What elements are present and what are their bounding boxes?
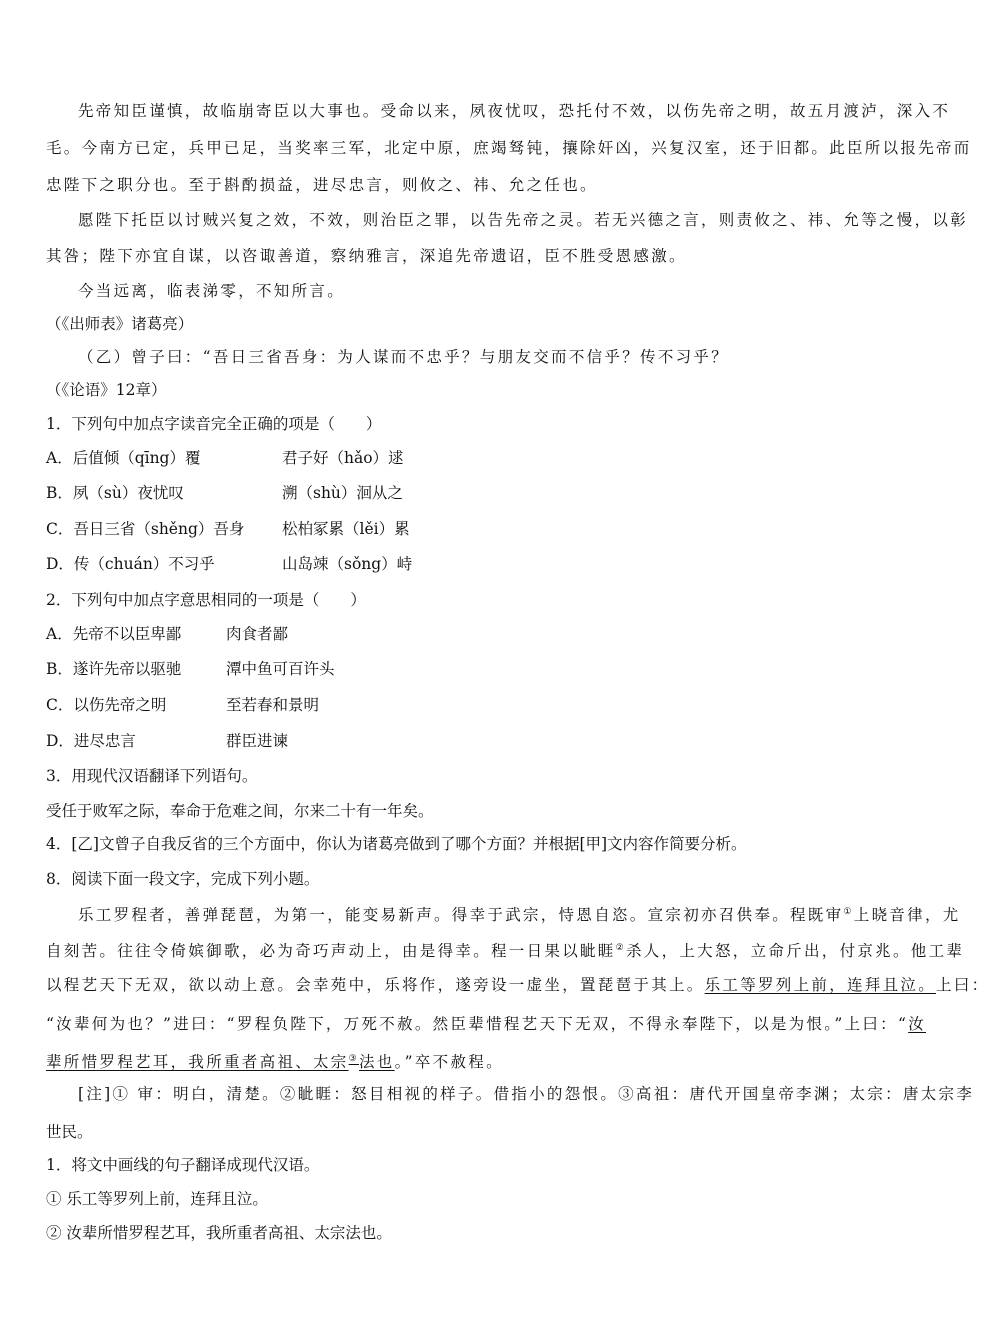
q1-option-b: B．夙（sù）夜忧叹 <box>46 484 184 502</box>
q2-option-c-right: 至若春和景明 <box>226 696 320 714</box>
q8-text: 以程艺天下无双，欲以动上意。会幸苑中，乐将作，遂旁设一虚坐，置琵琶于其上。 <box>46 976 705 994</box>
q8-passage-line-5 <box>46 1049 504 1072</box>
q1-option-c: C．吾日三省（shěng）吾身 <box>46 520 245 538</box>
passage-yi-source: （《论语》12章） <box>46 381 167 399</box>
q8-text: “汝辈何为也？”进曰：“罗程负陛下，万死不赦。然臣辈惜程艺天下无双，不得永奉陛下，以是为恨。”上曰：“ <box>46 1015 909 1033</box>
q4-stem: 4．[乙]文曾子自我反省的三个方面中，你认为诸葛亮做到了哪个方面？并根据[甲]文内容作简要分析。 <box>46 835 747 853</box>
q8-passage-line-3 <box>46 975 989 995</box>
q2-option-a: A．先帝不以臣卑鄙 <box>46 625 182 643</box>
q1-option-a: A．后值倾（qīng）覆 <box>46 449 201 467</box>
q1-option-d: D．传（chuán）不习乎 <box>46 555 215 573</box>
underlined-sentence-2-end: 法也 <box>358 1053 395 1072</box>
underlined-sentence-2: 辈所惜罗程艺耳，我所重者高祖、太宗 <box>46 1053 349 1072</box>
passage-jia-line-6: 今当远离，临表涕零，不知所言。 <box>78 282 346 300</box>
q8-text: 上晓音律，尤 <box>853 906 961 925</box>
footnote-mark: ③ <box>348 1054 359 1064</box>
q8-text: 。”卒不赦程。 <box>394 1053 504 1072</box>
underlined-sentence-1: 乐工等罗列上前，连拜且泣。 <box>704 976 937 994</box>
footnote-mark: ② <box>615 943 626 953</box>
q8-text: 杀人，上大怒，立命斤出，付京兆。他工辈 <box>625 942 965 961</box>
q1-option-c-right: 松柏冢累（lěi）累 <box>282 520 410 538</box>
q2-option-b: B．遂许先帝以驱驰 <box>46 660 182 678</box>
q8-sub1-stem: 1．将文中画线的句子翻译成现代汉语。 <box>46 1156 320 1174</box>
q2-option-d: D．进尽忠言 <box>46 732 136 750</box>
q8-note-line-1: [注]① 审：明白，清楚。②眦睚：怒目相视的样子。借指小的怨恨。③高祖：唐代开国皇帝李渊；太宗：唐太宗李 <box>78 1085 975 1103</box>
q8-text: 自刻苦。往往令倚嫔御歌，必为奇巧声动上，由是得幸。程一日果以眦睚 <box>46 942 616 961</box>
passage-yi-text: （乙）曾子曰：“吾日三省吾身：为人谋而不忠乎？与朋友交而不信乎？传不习乎？ <box>78 348 730 366</box>
q8-sub1-item-2: ② 汝辈所惜罗程艺耳，我所重者高祖、太宗法也。 <box>46 1224 392 1242</box>
q8-text: 上曰： <box>936 976 989 994</box>
q8-passage-line-4 <box>46 1014 926 1034</box>
q3-stem: 3．用现代汉语翻译下列语句。 <box>46 767 258 785</box>
q2-option-d-right: 群臣进谏 <box>226 732 289 750</box>
q8-text: 乐工罗程者，善弹琵琶，为第一，能变易新声。得幸于武宗，恃恩自恣。宣宗初亦召供奉。程既审 <box>78 906 844 925</box>
passage-jia-line-3: 忠陛下之职分也。至于斟酌损益，进尽忠言，则攸之、祎、允之任也。 <box>46 176 598 194</box>
passage-jia-line-4: 愿陛下托臣以讨贼兴复之效，不效，则治臣之罪，以告先帝之灵。若无兴德之言，则责攸之、祎、允等之慢，以彰 <box>78 211 969 229</box>
q2-option-c: C．以伤先帝之明 <box>46 696 167 714</box>
q1-stem: 1．下列句中加点字读音完全正确的项是（ ） <box>46 415 382 433</box>
q8-passage-line-1 <box>78 902 961 925</box>
passage-jia-line-2: 毛。今南方已定，兵甲已足，当奖率三军，北定中原，庶竭驽钝，攘除奸凶，兴复汉室，还于旧都。此臣所以报先帝而 <box>46 139 972 157</box>
passage-jia-source: （《出师表》诸葛亮） <box>46 315 194 333</box>
q1-option-d-right: 山岛竦（sǒng）峙 <box>282 555 413 573</box>
q1-option-b-right: 溯（shù）洄从之 <box>282 484 403 502</box>
passage-jia-line-5: 其咎；陛下亦宜自谋，以咨诹善道，察纳雅言，深追先帝遗诏，臣不胜受恩感激。 <box>46 247 687 265</box>
q2-option-a-right: 肉食者鄙 <box>226 625 289 643</box>
q8-stem: 8．阅读下面一段文字，完成下列小题。 <box>46 870 320 888</box>
q8-passage-line-2 <box>46 938 964 961</box>
q2-stem: 2．下列句中加点字意思相同的一项是（ ） <box>46 591 366 609</box>
q8-note-line-2: 世民。 <box>46 1123 93 1141</box>
footnote-mark: ① <box>843 907 854 917</box>
q3-sentence: 受任于败军之际，奉命于危难之间，尔来二十有一年矣。 <box>46 802 434 820</box>
q2-option-b-right: 潭中鱼可百许头 <box>226 660 335 678</box>
underlined-sentence-2-start: 汝 <box>908 1015 926 1033</box>
q8-sub1-item-1: ① 乐工等罗列上前，连拜且泣。 <box>46 1190 268 1208</box>
q1-option-a-right: 君子好（hǎo）逑 <box>282 449 404 467</box>
passage-jia-line-1: 先帝知臣谨慎，故临崩寄臣以大事也。受命以来，夙夜忧叹，恐托付不效，以伤先帝之明，故五月渡泸，深入不 <box>78 102 951 120</box>
